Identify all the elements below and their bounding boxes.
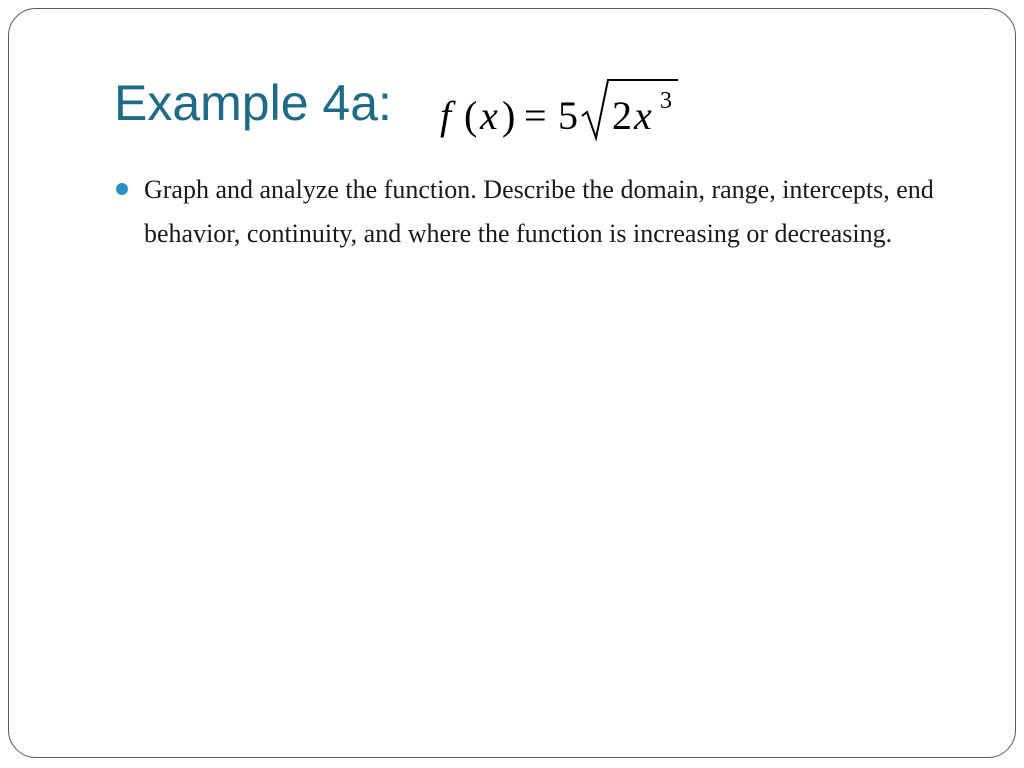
formula-equals: = bbox=[524, 93, 547, 138]
bullet-list bbox=[114, 168, 974, 256]
bullet-text: Graph and analyze the function. Describe the domain, range, intercepts, end behavior, continuity, and where the function is increasing or decreasing. bbox=[144, 175, 934, 248]
formula-coefficient: 5 bbox=[558, 93, 578, 138]
formula-exponent: 3 bbox=[660, 88, 672, 114]
bullet-item bbox=[114, 168, 974, 256]
formula-variable: x bbox=[480, 93, 498, 138]
formula-svg bbox=[436, 74, 686, 144]
formula-func-name: f bbox=[440, 93, 452, 138]
formula-close-paren: ) bbox=[502, 93, 516, 138]
function-formula bbox=[436, 74, 686, 144]
formula-radicand-coefficient: 2 bbox=[612, 93, 632, 138]
formula-open-paren: ( bbox=[464, 93, 478, 138]
page-title: Example 4a: bbox=[114, 75, 392, 131]
bullet-dot-icon bbox=[116, 183, 128, 195]
formula-radicand-variable: x bbox=[634, 93, 652, 138]
title-row bbox=[114, 75, 392, 131]
